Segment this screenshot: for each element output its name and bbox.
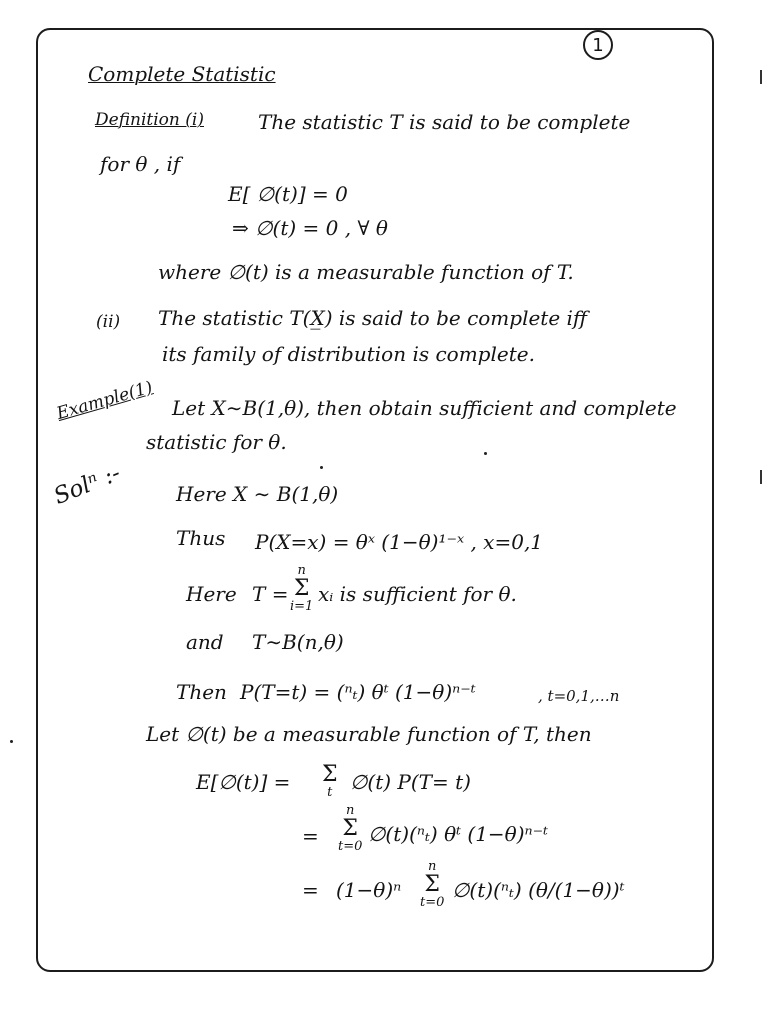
page-title: Complete Statistic	[88, 62, 276, 86]
expectation-rhs-1: ∅(t) P(T= t)	[350, 770, 471, 794]
definition-ii-line-1: The statistic T(X̲) is said to be complete iff	[158, 306, 588, 330]
statistic-t-rhs: xᵢ is sufficient for θ.	[318, 582, 517, 606]
example-label: Example(1)	[54, 377, 155, 424]
definition-where: where ∅(t) is a measurable function of T.	[158, 260, 574, 284]
sum-upper-limit: n	[428, 859, 437, 874]
definition-label: Definition (i)	[95, 110, 204, 130]
expectation-rhs-2: ∅(t)(ⁿₜ) θᵗ (1−θ)ⁿ⁻ᵗ	[368, 822, 549, 846]
definition-equation-1: E[ ∅(t)] = 0	[228, 182, 348, 206]
definition-line-1: The statistic T is said to be complete	[258, 110, 631, 134]
definition-line-2: for θ , if	[100, 152, 181, 176]
definition-equation-2: ⇒ ∅(t) = 0 , ∀ θ	[232, 216, 388, 240]
solution-label: Solⁿ :-	[50, 459, 125, 510]
page-number: 1	[583, 30, 613, 60]
solution-here-1: Here X ∼ B(1,θ)	[176, 482, 339, 506]
expectation-lhs: E[∅(t)] =	[196, 770, 291, 794]
sum-lower-limit: t=0	[420, 895, 445, 910]
solution-here-2: Here	[186, 582, 237, 606]
sum-lower-limit: t=0	[338, 839, 363, 854]
summation-sign	[420, 860, 444, 910]
sigma-glyph: Σ	[424, 872, 440, 897]
equals-sign: =	[302, 878, 319, 902]
sum-lower-limit: i=1	[290, 599, 314, 614]
summation-sign	[322, 764, 338, 800]
stray-dot	[484, 452, 487, 455]
solution-and: and	[186, 630, 224, 654]
sigma-glyph: Σ	[322, 762, 338, 787]
sum-lower-limit: t	[327, 785, 333, 800]
solution-t-distribution: T∼B(n,θ)	[252, 630, 344, 654]
sum-upper-limit: n	[297, 563, 306, 578]
equals-sign: =	[302, 824, 319, 848]
sum-upper-limit: n	[346, 803, 355, 818]
definition-ii-label: (ii)	[96, 312, 121, 332]
statistic-t-lhs: T =	[252, 582, 289, 606]
definition-ii-line-2: its family of distribution is complete.	[162, 342, 535, 366]
solution-let-line: Let ∅(t) be a measurable function of T, then	[146, 722, 592, 746]
expectation-rhs-3: ∅(t)(ⁿₜ) (θ/(1−θ))ᵗ	[452, 878, 625, 902]
summation-sign	[338, 804, 362, 854]
example-line-1: Let X∼B(1,θ), then obtain sufficient and complete	[172, 396, 677, 420]
solution-pmf-t: P(T=t) = (ⁿₜ) θᵗ (1−θ)ⁿ⁻ᵗ	[240, 680, 476, 704]
summation-sign	[290, 564, 313, 614]
margin-mark	[760, 70, 762, 84]
stray-dot	[320, 466, 323, 469]
sigma-glyph: Σ	[342, 816, 358, 841]
sigma-glyph: Σ	[293, 576, 310, 601]
solution-pmf-t-range: , t=0,1,…n	[538, 687, 620, 705]
example-line-2: statistic for θ.	[146, 430, 287, 454]
solution-thus: Thus	[176, 526, 226, 550]
solution-pmf: P(X=x) = θˣ (1−θ)¹⁻ˣ , x=0,1	[255, 530, 544, 554]
margin-dot	[10, 740, 13, 743]
expectation-lead-3: (1−θ)ⁿ	[336, 878, 402, 902]
margin-mark	[760, 470, 762, 484]
solution-then: Then	[176, 680, 227, 704]
